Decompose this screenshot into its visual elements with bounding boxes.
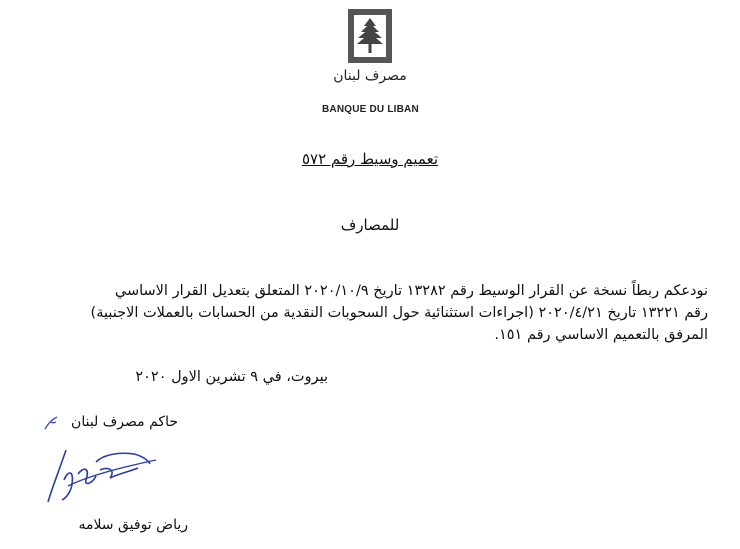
bank-name-arabic: مصرف لبنان — [333, 68, 407, 84]
signatory-name: رياض توفيق سلامه — [78, 517, 188, 533]
body-line-3: المرفق بالتعميم الاساسي رقم ١٥١. — [494, 327, 708, 343]
signatory-title: حاكم مصرف لبنان — [71, 414, 178, 430]
recipient: للمصارف — [340, 216, 400, 234]
bank-logo — [322, 6, 419, 115]
date-line: بيروت، في ٩ تشرين الاول ٢٠٢٠ — [135, 369, 328, 385]
body-line-1: نودعكم ربطاً نسخة عن القرار الوسيط رقم ١٣٢٨٢ تاريخ ٢٠٢٠/١٠/٩ المتعلق بتعديل القرار الاساسي — [114, 283, 708, 299]
circular-title: تعميم وسيط رقم ٥٧٢ — [301, 150, 439, 168]
handwritten-signature-icon — [38, 440, 168, 510]
bank-name-french: BANQUE DU LIBAN — [322, 104, 419, 115]
cedar-tree-emblem-icon — [340, 6, 400, 66]
body-line-2: رقم ١٣٢٢١ تاريخ ٢٠٢٠/٤/٢١ (اجراءات استثنائية حول السحوبات النقدية من الحسابات بالعملات الاجنبية) — [90, 305, 708, 321]
